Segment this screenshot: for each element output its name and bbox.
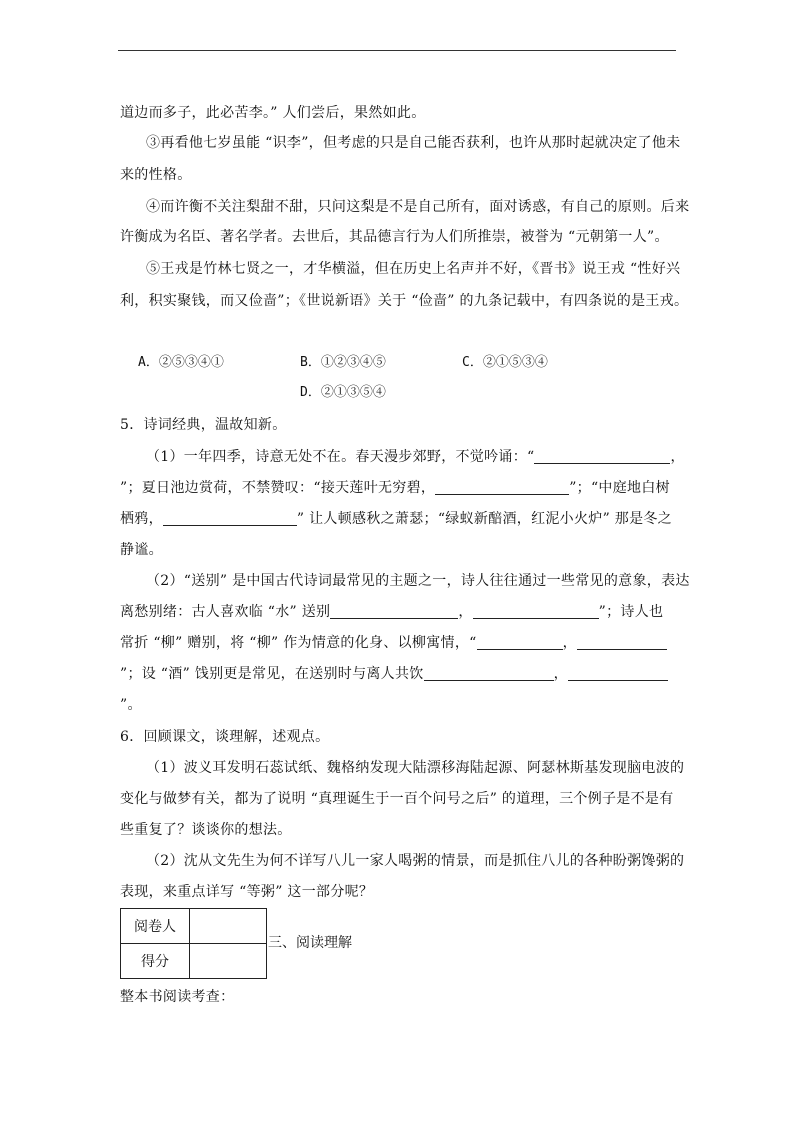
q5-p2-punct: ， [458,604,473,620]
question-5-title: 5．诗词经典，温故知新。 [120,417,287,433]
score-label: 得分 [121,944,190,979]
answer-blank[interactable] [473,604,599,619]
q6-p2-line2: 表现，来重点详写 “等粥” 这一部分呢？ [120,884,374,900]
text-line: ⑤王戎是竹林七贤之一，才华横溢，但在历史上名声并不好，《晋书》说王戎 “性好兴 [146,261,681,277]
q5-p1-text: 栖鸦， [120,511,163,527]
q5-p2-text: ”；设 “酒” 饯别更是常见，在送别时与离人共饮 [120,666,424,682]
q5-p1-text: ” 让人顿感秋之萧瑟；“绿蚁新醅酒，红泥小火炉” 那是冬之 [296,511,672,527]
question-6-title: 6．回顾课文，谈理解，述观点。 [120,729,330,745]
answer-blank[interactable] [534,449,670,464]
q5-p1-line1 [146,448,685,466]
text-line: ③再看他七岁虽能 “识李”，但考虑的只是自己能否获利，也许从那时起就决定了他未 [146,135,681,151]
option-a: A．②⑤③④① [138,355,224,370]
answer-blank[interactable] [330,604,458,619]
q5-p2-line4 [120,665,668,683]
q6-p1-line2: 变化与做梦有关，都为了说明 “真理诞生于一百个问号之后” 的道理，三个例子是不是有 [120,791,674,807]
q5-p2-line5: ”。 [120,697,142,713]
q5-p2-line2 [120,603,663,621]
header-rule [118,50,676,51]
section-3-heading: 三、阅读理解 [268,935,352,951]
answer-blank[interactable] [424,666,554,681]
score-table [120,908,267,979]
reviewer-label: 阅卷人 [121,909,190,944]
q5-p2-line3 [120,634,667,652]
text-line: 道边而多子，此必苦李。” 人们尝后，果然如此。 [120,105,426,121]
q5-p1-text: （1）一年四季，诗意无处不在。春天漫步郊野，不觉吟诵：“ [146,449,535,465]
q6-p2-line1: （2）沈从文先生为何不详写八儿一家人喝粥的情景，而是抓住八儿的各种盼粥馋粥的 [146,853,685,869]
q5-p2-punct: ， [562,635,577,651]
text-line: 利，积实聚钱，而又俭啬”；《世说新语》关于 “俭啬” 的九条记载中，有四条说的是王戎。 [120,293,689,309]
text-line: ④而许衡不关注梨甜不甜，只问这梨是不是自己所有，面对诱惑，有自己的原则。后来 [146,199,690,215]
option-d: D．②①③⑤④ [300,385,386,400]
q5-p2-text: ”；诗人也 [598,604,664,620]
option-b: B．①②③④⑤ [300,355,386,370]
q5-p1-line4: 静谧。 [120,542,163,558]
answer-blank[interactable] [435,480,569,495]
reviewer-cell[interactable] [190,909,267,944]
q5-p2-line1: （2）“送别” 是中国古代诗词最常见的主题之一，诗人往往通过一些常见的意象，表达 [146,573,690,589]
score-cell[interactable] [190,944,267,979]
table-row [121,909,267,944]
text-line: 来的性格。 [120,167,192,183]
q5-p2-punct: ， [553,666,568,682]
answer-blank[interactable] [477,635,563,650]
q5-p1-text: ”；“中庭地白树 [569,480,670,496]
q5-p1-line3 [120,510,672,528]
q5-p1-punct: ， [670,449,685,465]
answer-blank[interactable] [577,635,667,650]
option-c: C．②①⑤③④ [462,355,548,370]
q5-p1-text: ”；夏日池边赏荷，不禁赞叹：“接天莲叶无穷碧， [120,480,436,496]
answer-blank[interactable] [163,511,297,526]
q5-p1-line2 [120,479,670,497]
q6-p1-line1: （1）波义耳发明石蕊试纸、魏格纳发现大陆漂移海陆起源、阿瑟林斯基发现脑电波的 [146,760,685,776]
q6-p1-line3: 些重复了？谈谈你的想法。 [120,822,292,838]
text-line: 许衡成为名臣、著名学者。去世后，其品德言行为人们所推崇，被誉为 “元朝第一人”。 [120,229,669,245]
answer-blank[interactable] [568,666,668,681]
table-row [121,944,267,979]
q5-p2-text: 离愁别绪：古人喜欢临 “水” 送别 [120,604,331,620]
final-line: 整本书阅读考查： [120,989,235,1005]
q5-p2-text: 常折 “柳” 赠别，将 “柳” 作为情意的化身、以柳寓情，“ [120,635,477,651]
